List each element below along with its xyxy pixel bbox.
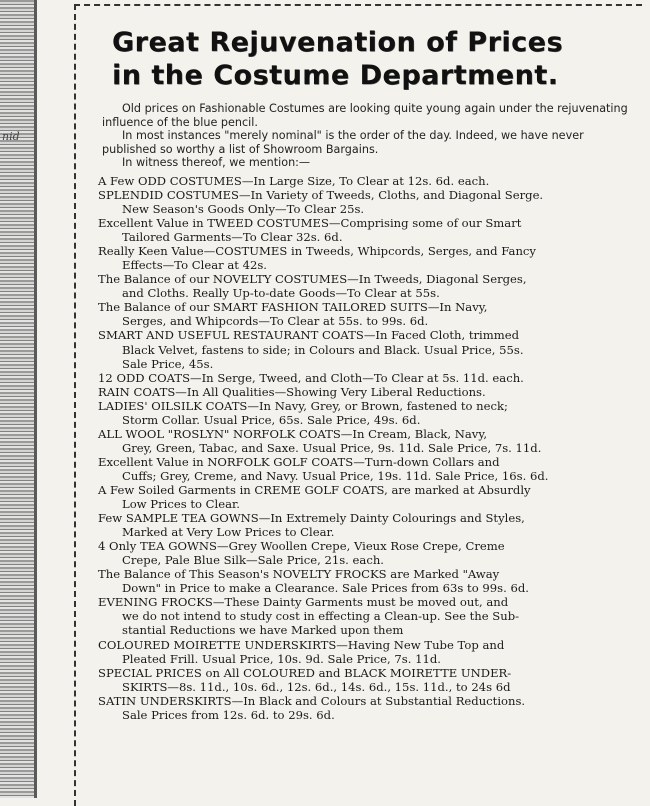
headline-line-1: Great Rejuvenation of Prices [112,27,564,58]
price-list-item [98,174,640,188]
item-line: A Few Soiled Garments in CREME GOLF COATS, are marked at Absurdly [98,483,531,497]
item-continuation-line: Cuffs; Grey, Creme, and Navy. Usual Price, 19s. 11d. Sale Price, 16s. 6d. [122,468,549,483]
item-line: Really Keen Value—COSTUMES in Tweeds, Whipcords, Serges, and Fancy [98,244,536,259]
price-list-item [98,427,640,455]
item-line: Few SAMPLE TEA GOWNS—In Extremely Dainty Colourings and Styles, [98,511,525,526]
price-list-item [98,511,640,539]
price-list-item [98,694,640,722]
price-list-item [98,188,640,216]
item-line: 4 Only TEA GOWNS—Grey Woollen Crepe, Vieux Rose Crepe, Creme [98,539,505,554]
item-continuation-line: Tailored Garments—To Clear 32s. 6d. [122,230,343,245]
price-list-item [98,385,640,399]
item-line: SMART AND USEFUL RESTAURANT COATS—In Faced Cloth, trimmed [98,328,520,343]
adjacent-column-strip [0,0,34,798]
price-list-item [98,595,640,637]
item-continuation-line: Serges, and Whipcords—To Clear at 55s. to 99s. 6d. [122,314,429,329]
item-line: RAIN COATS—In All Qualities—Showing Very Liberal Reductions. [98,384,486,399]
item-continuation-line: Black Velvet, fastens to side; in Colours and Black. Usual Price, 55s. [122,342,524,357]
item-line: SPECIAL PRICES on All COLOURED and BLACK MOIRETTE UNDER- [98,665,512,680]
headline-line-2: in the Costume Department. [112,60,559,91]
intro-paragraph: In most instances "merely nominal" is the order of the day. Indeed, we have never published so worthy a list of Showroom Bargains. [102,129,584,156]
item-line: The Balance of our SMART FASHION TAILORED SUITS—In Navy, [98,300,488,315]
item-line: SATIN UNDERSKIRTS—In Black and Colours at Substantial Reductions. [98,693,526,708]
price-list-item [98,399,640,427]
price-list-item [98,567,640,595]
headline [112,26,640,92]
item-continuation-line: stantial Reductions we have Marked upon them [122,623,404,638]
advertisement [84,10,640,722]
item-line: Excellent Value in TWEED COSTUMES—Comprising some of our Smart [98,216,522,231]
item-line: Excellent Value in NORFOLK GOLF COATS—Turn-down Collars and [98,454,500,469]
column-rule [34,0,37,798]
item-continuation-line: Sale Prices from 12s. 6d. to 29s. 6d. [122,707,335,722]
item-continuation-line: Grey, Green, Tabac, and Saxe. Usual Price, 9s. 11d. Sale Price, 7s. 11d. [122,440,542,455]
price-list-item [98,328,640,370]
item-line: The Balance of our NOVELTY COSTUMES—In Tweeds, Diagonal Serges, [98,272,527,287]
price-list-item [98,272,640,300]
item-continuation-line: Crepe, Pale Blue Silk—Sale Price, 21s. each. [122,553,384,568]
price-list-item [98,666,640,694]
price-list-item [98,216,640,244]
item-continuation-line: Low Prices to Clear. [122,497,240,512]
price-list [98,174,640,722]
price-list-item [98,244,640,272]
item-continuation-line: Storm Collar. Usual Price, 65s. Sale Price, 49s. 6d. [122,412,421,427]
price-list-item [98,371,640,385]
item-continuation-line: SKIRTS—8s. 11d., 10s. 6d., 12s. 6d., 14s. 6d., 15s. 11d., to 24s 6d [122,679,511,694]
intro-text [102,102,640,170]
item-continuation-line: we do not intend to study cost in effecting a Clean-up. See the Sub- [122,609,520,624]
item-line: SPLENDID COSTUMES—In Variety of Tweeds, Cloths, and Diagonal Serge. [98,188,544,203]
item-line: ALL WOOL "ROSLYN" NORFOLK COATS—In Cream, Black, Navy, [98,426,488,441]
price-list-item [98,483,640,511]
item-line: The Balance of This Season's NOVELTY FROCKS are Marked "Away [98,567,500,582]
item-line: LADIES' OILSILK COATS—In Navy, Grey, or Brown, fastened to neck; [98,398,508,413]
item-continuation-line: Down" in Price to make a Clearance. Sale Prices from 63s to 99s. 6d. [122,581,529,596]
item-continuation-line: and Cloths. Really Up-to-date Goods—To Clear at 55s. [122,286,440,301]
item-line: EVENING FROCKS—These Dainty Garments must be moved out, and [98,595,509,610]
item-line: COLOURED MOIRETTE UNDERSKIRTS—Having New Tube Top and [98,637,505,652]
price-list-item [98,300,640,328]
item-continuation-line: Sale Price, 45s. [122,356,214,371]
price-list-item [98,539,640,567]
item-line: 12 ODD COATS—In Serge, Tweed, and Cloth—To Clear at 5s. 11d. each. [98,370,524,385]
item-continuation-line: Pleated Frill. Usual Price, 10s. 9d. Sale Price, 7s. 11d. [122,651,441,666]
price-list-item [98,638,640,666]
item-continuation-line: New Season's Goods Only—To Clear 25s. [122,202,365,217]
margin-fragment-text: nid [2,130,20,143]
item-line: A Few ODD COSTUMES—In Large Size, To Clear at 12s. 6d. each. [98,173,490,188]
item-continuation-line: Effects—To Clear at 42s. [122,258,267,273]
intro-paragraph: In witness thereof, we mention:— [122,156,311,170]
intro-paragraph: Old prices on Fashionable Costumes are looking quite young again under the rejuvenating influence of the blue pencil. [102,102,628,129]
price-list-item [98,455,640,483]
item-continuation-line: Marked at Very Low Prices to Clear. [122,525,335,540]
